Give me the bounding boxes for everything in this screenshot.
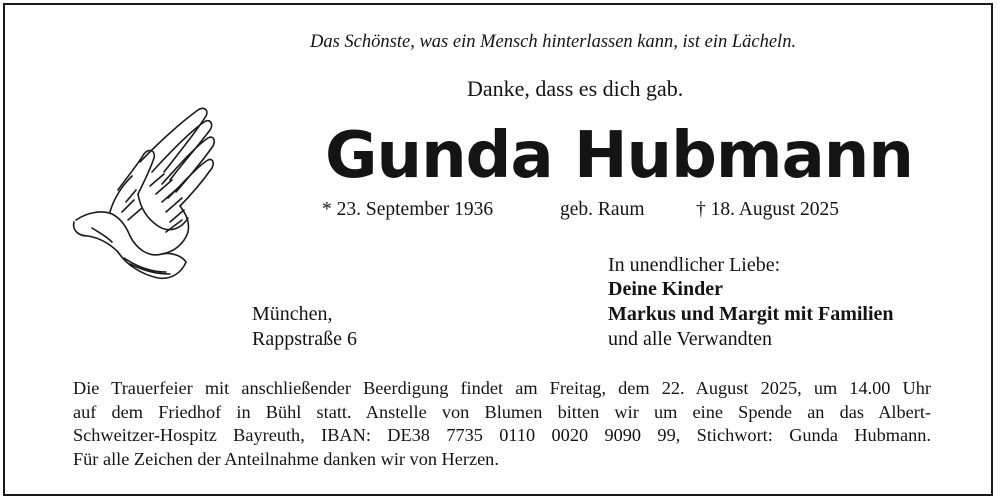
notice-line: auf dem Friedhof in Bühl statt. Anstelle von Blumen bitten wir um eine Spende an das Albert- — [73, 401, 931, 422]
relatives-line: und alle Verwandten — [608, 328, 773, 350]
memorial-quote: Das Schönste, was ein Mensch hinterlassen kann, ist ein Lächeln. — [310, 32, 797, 52]
deceased-name: Gunda Hubmann — [325, 119, 913, 193]
children-names: Markus und Margit mit Familien — [608, 303, 894, 325]
children-title: Deine Kinder — [608, 278, 723, 300]
death-date: † 18. August 2025 — [696, 199, 840, 220]
birth-date: * 23. September 1936 — [322, 199, 494, 220]
notice-line: Die Trauerfeier mit anschließender Beerdigung findet am Freitag, dem 22. August 2025, um 14.00 Uhr — [73, 378, 931, 398]
maiden-name: geb. Raum — [560, 199, 645, 220]
address-street: Rappstraße 6 — [252, 328, 357, 350]
thanks-line: Danke, dass es dich gab. — [467, 76, 684, 101]
praying-hands-icon — [66, 102, 226, 284]
address-city: München, — [252, 303, 333, 325]
notice-line: Für alle Zeichen der Anteilnahme danken wir von Herzen. — [73, 448, 499, 469]
funeral-notice — [73, 377, 931, 471]
family-intro: In unendlicher Liebe: — [608, 254, 781, 276]
notice-line: Schweitzer-Hospitz Bayreuth, IBAN: DE38 7735 0110 0020 9090 99, Stichwort: Gunda Hubmann. — [73, 425, 931, 445]
